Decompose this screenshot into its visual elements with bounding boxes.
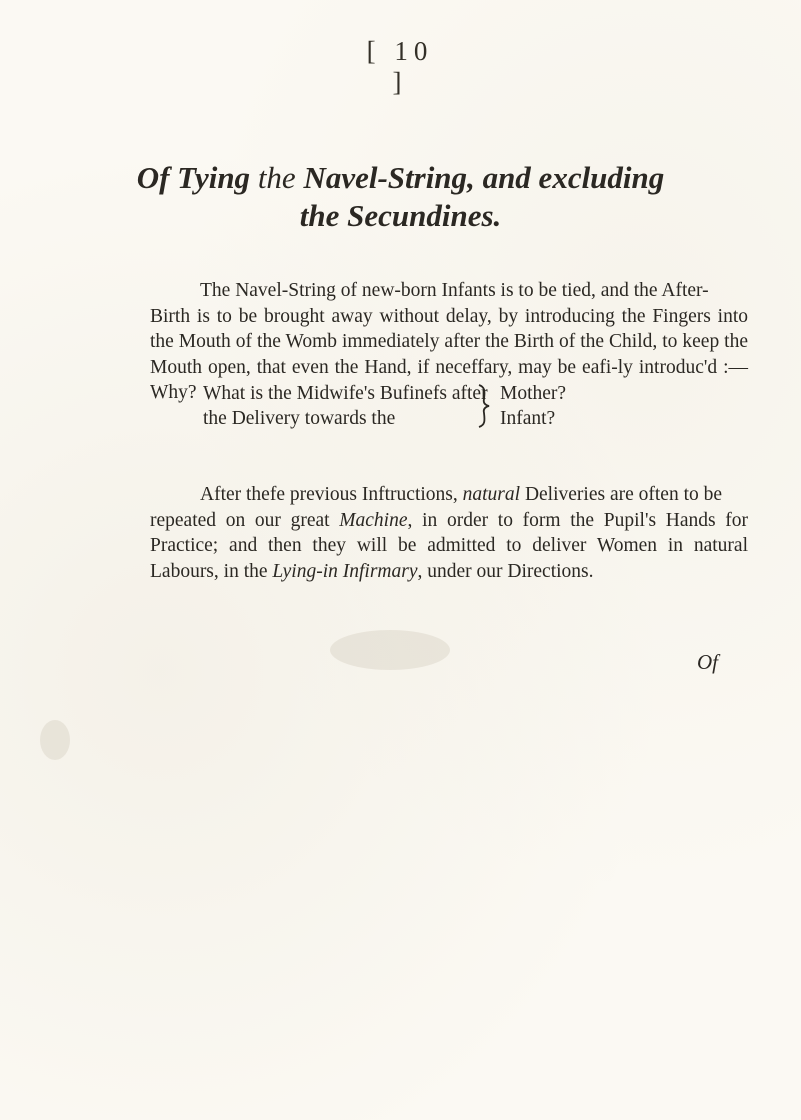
- section-title-line-2: the Secundines.: [299, 198, 502, 233]
- p2-text-e: , under our Directions.: [417, 560, 594, 582]
- p2-emphasis-natural: natural: [462, 484, 521, 505]
- p2-text-c: repeated on our great: [150, 509, 340, 531]
- page-number: [ 10 ]: [366, 36, 434, 97]
- brace-glyph: [476, 381, 492, 438]
- question-left-line-2: the Delivery towards the: [203, 408, 396, 429]
- question-left-line-1: What is the Midwife's Bufinefs after: [203, 383, 488, 404]
- title-mid: the: [250, 160, 304, 195]
- title-term: Navel-String: [303, 160, 468, 195]
- p2-text-a: After thefe previous Inftructions,: [200, 484, 463, 505]
- title-suffix: , and excluding: [467, 160, 665, 195]
- paragraph-1-first-line: The Navel-String of new-born Infants is to be tied, and the After-: [200, 280, 709, 301]
- question-right-line-1: Mother?: [500, 383, 567, 404]
- title-prefix: Of Tying: [136, 160, 251, 195]
- paragraph-1-body: Birth is to be brought away without delay, by introducing the Fingers into the Mouth of the Womb immediately after the Birth of the Child, to keep the Mouth open, that even the Hand, if neceffary, may be eafi-ly introduc'd :—Why?: [150, 305, 748, 403]
- p2-text-b: Deliveries are often to be: [520, 484, 723, 505]
- catchword: Of: [697, 650, 718, 674]
- paragraph-2-body: [150, 508, 748, 585]
- paragraph-2-first-line: [200, 482, 748, 508]
- section-title-line-1: [60, 160, 741, 196]
- question-right-line-2: Infant?: [500, 408, 556, 429]
- p2-emphasis-infirmary: Lying-in Infirmary: [272, 560, 418, 582]
- paper-stain: [40, 720, 70, 760]
- brace-icon: [476, 381, 492, 431]
- p2-text-d: , in order to form the Pupil's Hands for Practice; and then they will be admitted to deliver Women in natural Labours, in the: [150, 509, 748, 582]
- paper-stain: [330, 630, 450, 670]
- p2-emphasis-machine: Machine: [339, 509, 408, 531]
